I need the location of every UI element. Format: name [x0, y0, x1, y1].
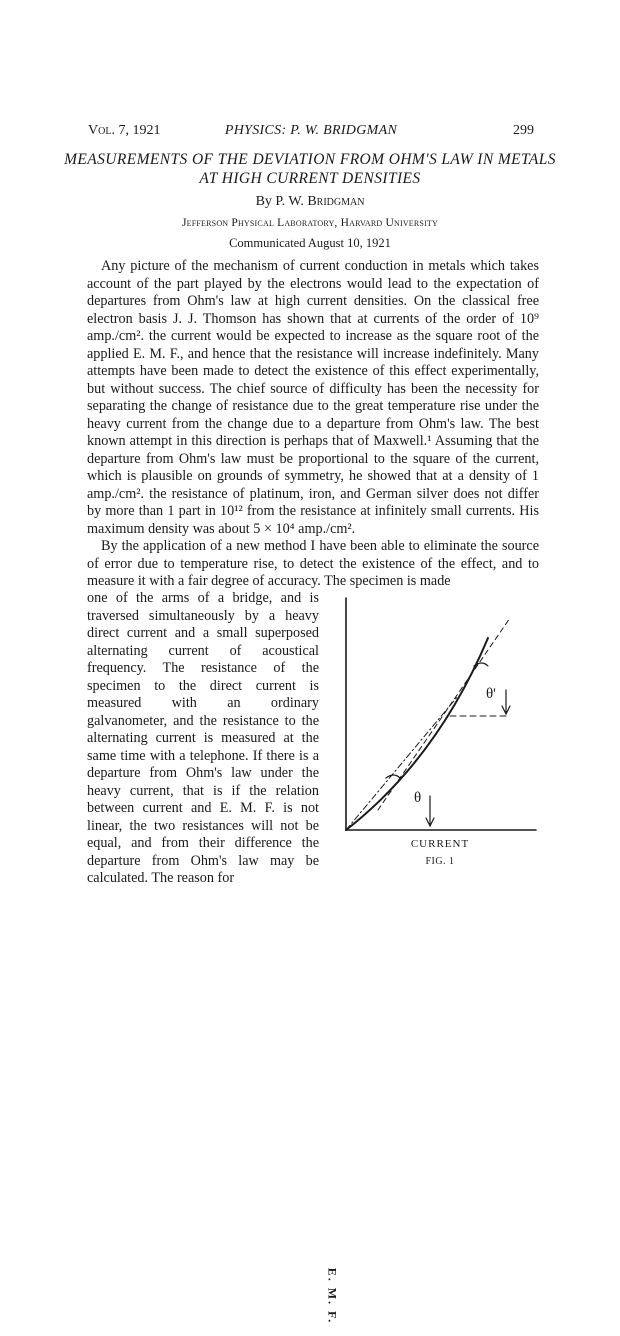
figure-caption: FIG. 1	[425, 856, 455, 867]
article-title: MEASUREMENTS OF THE DEVIATION FROM OHM'S LAW IN METALS AT HIGH CURRENT DENSITIES	[64, 151, 556, 187]
author-name: P. W. Bridgman	[275, 194, 365, 209]
affiliation: Jefferson Physical Laboratory, Harvard University	[182, 217, 438, 229]
angle-label-theta: θ	[414, 790, 422, 806]
paragraph-2: By the application of a new method I have been able to eliminate the source of error due to temperature rise, to detect the existence of the effect, and to measure it with a fair degree of accuracy. The specimen is made	[87, 538, 539, 589]
volume-info: Vol. 7, 1921	[88, 123, 161, 138]
x-axis-label: CURRENT	[410, 838, 470, 850]
running-title: PHYSICS: P. W. BRIDGMAN	[224, 123, 398, 138]
chord-arc-marker	[386, 775, 400, 778]
communicated-date: Communicated August 10, 1921	[229, 236, 391, 250]
angle-label-theta-prime: θ'	[486, 686, 496, 702]
byline	[0, 194, 620, 210]
running-header	[88, 123, 534, 141]
y-axis-label: E. M. F.	[325, 1267, 340, 1325]
page-number: 299	[513, 123, 534, 138]
chord-line	[346, 696, 458, 830]
paragraph-1: Any picture of the mechanism of current conduction in metals which takes account of the part played by the electrons would lead to the expectation of departures from Ohm's law at high current densities. On the classical free electron basis J. J. Thomson has shown that at currents of the order of 10⁹ amp./cm². the current would be expected to increase as the square root of the applied E. M. F., and hence that the resistance will increase indefinitely. Many attempts have been made to detect the existence of this effect experimentally, but without success. The chief source of difficulty has been the necessity for separating the change of resistance due to the great temperature rise under the heavy current from the change due to a departure from Ohm's law. The best known attempt in this direction is perhaps that of Maxwell.¹ Assuming that the departure from Ohm's law must be proportional to the square of the current, which is plausible on grounds of symmetry, he showed that at a density of 1 amp./cm². the resistance of platinum, iron, and German silver does not differ by more than 1 part in 10¹² from the resistance at infinitely small currents. His maximum density was about 5 × 10⁴ amp./cm².	[87, 258, 539, 537]
byline-by: By	[255, 194, 272, 209]
y-axis-label-box	[320, 1256, 344, 1336]
paragraph-3: one of the arms of a bridge, and is traversed simultaneously by a heavy direct current and a small superposed alternating current of acoustical frequency. The resistance of the specimen to the direct current is measured with an ordinary galvanometer, and the resistance to the alternating current is measured at the same time with a telephone. If there is a departure from Ohm's law under the heavy current, that is if the relation between current and E. M. F. is not linear, the two resistances will not be equal, and from their difference the departure from Ohm's law may be calculated. The reason for	[87, 590, 319, 886]
